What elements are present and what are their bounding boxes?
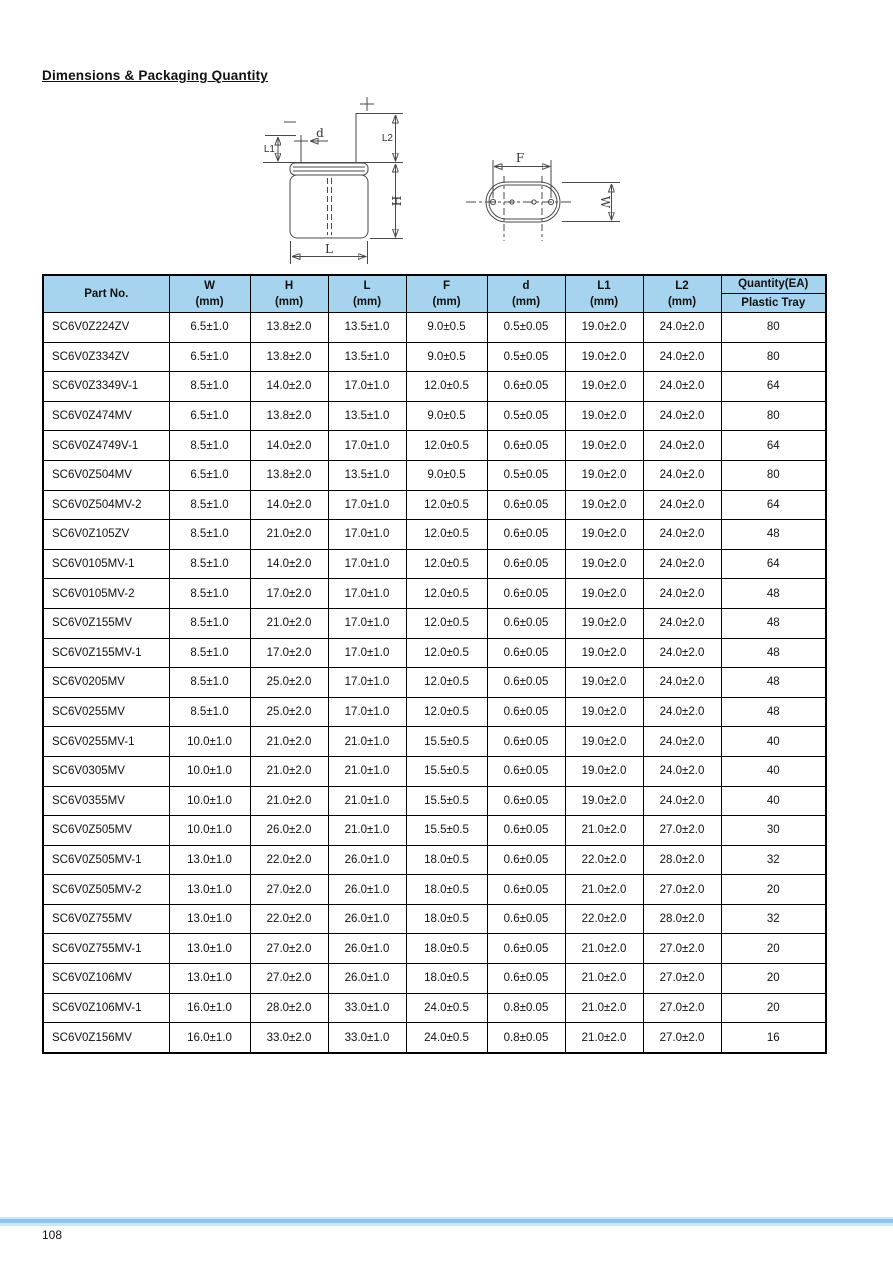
capacitor-top-view-drawing: [466, 151, 620, 241]
value-cell: 21.0±1.0: [328, 786, 406, 816]
value-cell: 27.0±2.0: [643, 1023, 721, 1053]
value-cell: 17.0±1.0: [328, 549, 406, 579]
value-cell: 33.0±1.0: [328, 1023, 406, 1053]
value-cell: 27.0±2.0: [250, 964, 328, 994]
value-cell: 19.0±2.0: [565, 520, 643, 550]
value-cell: 21.0±2.0: [250, 756, 328, 786]
value-cell: 15.5±0.5: [406, 786, 487, 816]
part-no-cell: SC6V0Z505MV-1: [43, 845, 169, 875]
page-title: Dimensions & Packaging Quantity: [42, 68, 268, 83]
value-cell: 8.5±1.0: [169, 608, 250, 638]
table-row: [43, 638, 826, 668]
value-cell: 19.0±2.0: [565, 697, 643, 727]
value-cell: 0.6±0.05: [487, 608, 565, 638]
part-no-cell: SC6V0Z505MV-2: [43, 875, 169, 905]
value-cell: 12.0±0.5: [406, 520, 487, 550]
value-cell: 19.0±2.0: [565, 786, 643, 816]
table-row: [43, 727, 826, 757]
value-cell: 8.5±1.0: [169, 372, 250, 402]
value-cell: 0.6±0.05: [487, 697, 565, 727]
value-cell: 24.0±2.0: [643, 460, 721, 490]
column-header-l2: L2 (mm): [643, 275, 721, 313]
value-cell: 0.6±0.05: [487, 549, 565, 579]
part-no-cell: SC6V0105MV-2: [43, 579, 169, 609]
value-cell: 19.0±2.0: [565, 372, 643, 402]
value-cell: 16: [721, 1023, 826, 1053]
value-cell: 22.0±2.0: [250, 904, 328, 934]
value-cell: 21.0±2.0: [250, 608, 328, 638]
table-row: [43, 1023, 826, 1053]
part-no-cell: SC6V0Z155MV: [43, 608, 169, 638]
value-cell: 10.0±1.0: [169, 727, 250, 757]
table-row: [43, 431, 826, 461]
value-cell: 64: [721, 490, 826, 520]
value-cell: 19.0±2.0: [565, 401, 643, 431]
value-cell: 17.0±1.0: [328, 372, 406, 402]
value-cell: 21.0±2.0: [565, 993, 643, 1023]
value-cell: 64: [721, 431, 826, 461]
value-cell: 21.0±2.0: [250, 786, 328, 816]
value-cell: 24.0±2.0: [643, 549, 721, 579]
table-header: [43, 275, 826, 313]
value-cell: 6.5±1.0: [169, 313, 250, 343]
value-cell: 13.0±1.0: [169, 904, 250, 934]
table-row: [43, 904, 826, 934]
value-cell: 21.0±2.0: [565, 816, 643, 846]
table-row: [43, 313, 826, 343]
value-cell: 24.0±2.0: [643, 313, 721, 343]
value-cell: 16.0±1.0: [169, 1023, 250, 1053]
value-cell: 14.0±2.0: [250, 431, 328, 461]
value-cell: 17.0±1.0: [328, 579, 406, 609]
value-cell: 17.0±1.0: [328, 520, 406, 550]
value-cell: 12.0±0.5: [406, 668, 487, 698]
value-cell: 33.0±1.0: [328, 993, 406, 1023]
part-no-cell: SC6V0Z755MV-1: [43, 934, 169, 964]
table-body: [43, 313, 826, 1053]
dim-label-L2: L2: [381, 133, 393, 144]
value-cell: 12.0±0.5: [406, 372, 487, 402]
part-no-cell: SC6V0Z224ZV: [43, 313, 169, 343]
value-cell: 19.0±2.0: [565, 579, 643, 609]
part-no-cell: SC6V0Z504MV: [43, 460, 169, 490]
value-cell: 20: [721, 875, 826, 905]
part-no-cell: SC6V0Z156MV: [43, 1023, 169, 1053]
value-cell: 64: [721, 372, 826, 402]
value-cell: 20: [721, 934, 826, 964]
value-cell: 6.5±1.0: [169, 401, 250, 431]
value-cell: 0.5±0.05: [487, 401, 565, 431]
part-no-cell: SC6V0Z105ZV: [43, 520, 169, 550]
value-cell: 13.0±1.0: [169, 964, 250, 994]
value-cell: 0.6±0.05: [487, 845, 565, 875]
value-cell: 24.0±2.0: [643, 697, 721, 727]
value-cell: 21.0±2.0: [565, 1023, 643, 1053]
value-cell: 0.6±0.05: [487, 756, 565, 786]
part-no-cell: SC6V0Z155MV-1: [43, 638, 169, 668]
column-header-quantity-ea-: Quantity(EA) Plastic Tray: [721, 275, 826, 313]
table-row: [43, 934, 826, 964]
value-cell: 32: [721, 845, 826, 875]
value-cell: 19.0±2.0: [565, 490, 643, 520]
value-cell: 15.5±0.5: [406, 816, 487, 846]
value-cell: 15.5±0.5: [406, 727, 487, 757]
table-row: [43, 964, 826, 994]
column-header-w: W (mm): [169, 275, 250, 313]
value-cell: 13.5±1.0: [328, 401, 406, 431]
value-cell: 24.0±0.5: [406, 993, 487, 1023]
value-cell: 18.0±0.5: [406, 964, 487, 994]
value-cell: 24.0±2.0: [643, 372, 721, 402]
value-cell: 48: [721, 697, 826, 727]
table-row: [43, 401, 826, 431]
table-row: [43, 845, 826, 875]
value-cell: 19.0±2.0: [565, 431, 643, 461]
value-cell: 17.0±2.0: [250, 638, 328, 668]
value-cell: 24.0±2.0: [643, 342, 721, 372]
value-cell: 22.0±2.0: [250, 845, 328, 875]
value-cell: 0.5±0.05: [487, 313, 565, 343]
value-cell: 22.0±2.0: [565, 845, 643, 875]
value-cell: 14.0±2.0: [250, 372, 328, 402]
value-cell: 13.0±1.0: [169, 934, 250, 964]
value-cell: 24.0±2.0: [643, 727, 721, 757]
value-cell: 26.0±1.0: [328, 934, 406, 964]
value-cell: 0.8±0.05: [487, 993, 565, 1023]
column-header-l1: L1 (mm): [565, 275, 643, 313]
value-cell: 17.0±1.0: [328, 608, 406, 638]
value-cell: 17.0±1.0: [328, 638, 406, 668]
value-cell: 48: [721, 668, 826, 698]
table-row: [43, 697, 826, 727]
table-row: [43, 579, 826, 609]
value-cell: 24.0±0.5: [406, 1023, 487, 1053]
value-cell: 0.6±0.05: [487, 964, 565, 994]
value-cell: 24.0±2.0: [643, 490, 721, 520]
table-row: [43, 490, 826, 520]
value-cell: 14.0±2.0: [250, 549, 328, 579]
part-no-cell: SC6V0Z3349V-1: [43, 372, 169, 402]
column-header-f: F (mm): [406, 275, 487, 313]
value-cell: 12.0±0.5: [406, 579, 487, 609]
value-cell: 0.8±0.05: [487, 1023, 565, 1053]
value-cell: 80: [721, 460, 826, 490]
value-cell: 0.6±0.05: [487, 668, 565, 698]
value-cell: 17.0±1.0: [328, 490, 406, 520]
value-cell: 28.0±2.0: [250, 993, 328, 1023]
table-row: [43, 875, 826, 905]
value-cell: 19.0±2.0: [565, 342, 643, 372]
part-no-cell: SC6V0Z505MV: [43, 816, 169, 846]
value-cell: 9.0±0.5: [406, 313, 487, 343]
value-cell: 21.0±1.0: [328, 727, 406, 757]
value-cell: 24.0±2.0: [643, 608, 721, 638]
value-cell: 6.5±1.0: [169, 460, 250, 490]
table-row: [43, 608, 826, 638]
value-cell: 48: [721, 579, 826, 609]
dim-label-F: F: [515, 151, 525, 165]
value-cell: 12.0±0.5: [406, 431, 487, 461]
value-cell: 80: [721, 313, 826, 343]
value-cell: 0.6±0.05: [487, 904, 565, 934]
value-cell: 18.0±0.5: [406, 845, 487, 875]
value-cell: 8.5±1.0: [169, 638, 250, 668]
value-cell: 24.0±2.0: [643, 579, 721, 609]
part-no-cell: SC6V0105MV-1: [43, 549, 169, 579]
value-cell: 19.0±2.0: [565, 313, 643, 343]
value-cell: 24.0±2.0: [643, 786, 721, 816]
value-cell: 48: [721, 638, 826, 668]
value-cell: 14.0±2.0: [250, 490, 328, 520]
value-cell: 0.5±0.05: [487, 460, 565, 490]
part-no-cell: SC6V0Z4749V-1: [43, 431, 169, 461]
footer-divider-bar: [0, 1217, 893, 1226]
value-cell: 21.0±2.0: [565, 934, 643, 964]
part-no-cell: SC6V0355MV: [43, 786, 169, 816]
table-row: [43, 549, 826, 579]
value-cell: 48: [721, 608, 826, 638]
value-cell: 8.5±1.0: [169, 490, 250, 520]
table-row: [43, 816, 826, 846]
value-cell: 21.0±2.0: [565, 964, 643, 994]
value-cell: 8.5±1.0: [169, 579, 250, 609]
table-row: [43, 342, 826, 372]
value-cell: 12.0±0.5: [406, 697, 487, 727]
table-row: [43, 993, 826, 1023]
table-row: [43, 460, 826, 490]
capacitor-body: [290, 175, 368, 238]
dimensions-packaging-table: [42, 274, 827, 1054]
value-cell: 9.0±0.5: [406, 342, 487, 372]
value-cell: 0.6±0.05: [487, 727, 565, 757]
table-row: [43, 520, 826, 550]
value-cell: 27.0±2.0: [250, 875, 328, 905]
part-no-cell: SC6V0Z755MV: [43, 904, 169, 934]
value-cell: 18.0±0.5: [406, 934, 487, 964]
value-cell: 13.0±1.0: [169, 845, 250, 875]
value-cell: 10.0±1.0: [169, 786, 250, 816]
value-cell: 27.0±2.0: [250, 934, 328, 964]
value-cell: 13.8±2.0: [250, 342, 328, 372]
value-cell: 0.6±0.05: [487, 431, 565, 461]
part-no-cell: SC6V0Z106MV: [43, 964, 169, 994]
value-cell: 13.5±1.0: [328, 342, 406, 372]
value-cell: 80: [721, 401, 826, 431]
value-cell: 26.0±1.0: [328, 845, 406, 875]
value-cell: 0.6±0.05: [487, 579, 565, 609]
value-cell: 28.0±2.0: [643, 845, 721, 875]
capacitor-dimension-diagram: [248, 86, 648, 276]
value-cell: 0.6±0.05: [487, 875, 565, 905]
dim-label-H: H: [389, 195, 403, 207]
value-cell: 33.0±2.0: [250, 1023, 328, 1053]
column-header-part-no-: Part No.: [43, 275, 169, 313]
value-cell: 0.6±0.05: [487, 786, 565, 816]
value-cell: 18.0±0.5: [406, 875, 487, 905]
value-cell: 27.0±2.0: [643, 964, 721, 994]
dim-label-L: L: [325, 242, 333, 256]
value-cell: 10.0±1.0: [169, 756, 250, 786]
value-cell: 12.0±0.5: [406, 490, 487, 520]
value-cell: 21.0±2.0: [565, 875, 643, 905]
value-cell: 19.0±2.0: [565, 668, 643, 698]
value-cell: 13.8±2.0: [250, 401, 328, 431]
value-cell: 20: [721, 993, 826, 1023]
value-cell: 25.0±2.0: [250, 697, 328, 727]
value-cell: 17.0±2.0: [250, 579, 328, 609]
value-cell: 20: [721, 964, 826, 994]
part-no-cell: SC6V0Z106MV-1: [43, 993, 169, 1023]
value-cell: 24.0±2.0: [643, 668, 721, 698]
value-cell: 25.0±2.0: [250, 668, 328, 698]
column-header-l: L (mm): [328, 275, 406, 313]
column-header-h: H (mm): [250, 275, 328, 313]
value-cell: 10.0±1.0: [169, 816, 250, 846]
table-row: [43, 668, 826, 698]
value-cell: 19.0±2.0: [565, 727, 643, 757]
value-cell: 17.0±1.0: [328, 668, 406, 698]
table-row: [43, 756, 826, 786]
plus-polarity-mark: [360, 97, 374, 111]
value-cell: 21.0±2.0: [250, 520, 328, 550]
value-cell: 48: [721, 520, 826, 550]
capacitor-side-view-drawing: [263, 97, 403, 264]
value-cell: 0.5±0.05: [487, 342, 565, 372]
value-cell: 19.0±2.0: [565, 756, 643, 786]
dim-label-d: d: [316, 126, 324, 140]
value-cell: 27.0±2.0: [643, 816, 721, 846]
value-cell: 15.5±0.5: [406, 756, 487, 786]
value-cell: 8.5±1.0: [169, 668, 250, 698]
value-cell: 28.0±2.0: [643, 904, 721, 934]
column-header-d: d (mm): [487, 275, 565, 313]
value-cell: 40: [721, 756, 826, 786]
value-cell: 26.0±2.0: [250, 816, 328, 846]
value-cell: 30: [721, 816, 826, 846]
part-no-cell: SC6V0205MV: [43, 668, 169, 698]
value-cell: 19.0±2.0: [565, 549, 643, 579]
dim-label-W: W: [598, 195, 612, 209]
value-cell: 24.0±2.0: [643, 638, 721, 668]
value-cell: 21.0±2.0: [250, 727, 328, 757]
dim-label-L1: L1: [263, 144, 275, 155]
value-cell: 24.0±2.0: [643, 401, 721, 431]
part-no-cell: SC6V0Z474MV: [43, 401, 169, 431]
value-cell: 8.5±1.0: [169, 520, 250, 550]
value-cell: 24.0±2.0: [643, 756, 721, 786]
table-row: [43, 372, 826, 402]
value-cell: 0.6±0.05: [487, 638, 565, 668]
value-cell: 13.8±2.0: [250, 460, 328, 490]
value-cell: 17.0±1.0: [328, 697, 406, 727]
value-cell: 26.0±1.0: [328, 964, 406, 994]
part-no-cell: SC6V0305MV: [43, 756, 169, 786]
value-cell: 64: [721, 549, 826, 579]
value-cell: 27.0±2.0: [643, 875, 721, 905]
value-cell: 19.0±2.0: [565, 460, 643, 490]
value-cell: 12.0±0.5: [406, 608, 487, 638]
part-no-cell: SC6V0255MV-1: [43, 727, 169, 757]
part-no-cell: SC6V0Z504MV-2: [43, 490, 169, 520]
value-cell: 12.0±0.5: [406, 549, 487, 579]
value-cell: 13.0±1.0: [169, 875, 250, 905]
value-cell: 22.0±2.0: [565, 904, 643, 934]
value-cell: 13.8±2.0: [250, 313, 328, 343]
value-cell: 40: [721, 786, 826, 816]
value-cell: 80: [721, 342, 826, 372]
value-cell: 6.5±1.0: [169, 342, 250, 372]
value-cell: 13.5±1.0: [328, 460, 406, 490]
value-cell: 26.0±1.0: [328, 875, 406, 905]
value-cell: 27.0±2.0: [643, 934, 721, 964]
value-cell: 21.0±1.0: [328, 756, 406, 786]
value-cell: 9.0±0.5: [406, 460, 487, 490]
value-cell: 8.5±1.0: [169, 697, 250, 727]
value-cell: 21.0±1.0: [328, 816, 406, 846]
value-cell: 13.5±1.0: [328, 313, 406, 343]
value-cell: 24.0±2.0: [643, 431, 721, 461]
value-cell: 32: [721, 904, 826, 934]
value-cell: 8.5±1.0: [169, 431, 250, 461]
value-cell: 17.0±1.0: [328, 431, 406, 461]
value-cell: 24.0±2.0: [643, 520, 721, 550]
value-cell: 8.5±1.0: [169, 549, 250, 579]
value-cell: 0.6±0.05: [487, 372, 565, 402]
value-cell: 9.0±0.5: [406, 401, 487, 431]
value-cell: 0.6±0.05: [487, 816, 565, 846]
value-cell: 0.6±0.05: [487, 520, 565, 550]
value-cell: 0.6±0.05: [487, 490, 565, 520]
value-cell: 18.0±0.5: [406, 904, 487, 934]
value-cell: 26.0±1.0: [328, 904, 406, 934]
page-number: 108: [42, 1228, 63, 1242]
value-cell: 27.0±2.0: [643, 993, 721, 1023]
value-cell: 19.0±2.0: [565, 638, 643, 668]
value-cell: 0.6±0.05: [487, 934, 565, 964]
value-cell: 16.0±1.0: [169, 993, 250, 1023]
part-no-cell: SC6V0255MV: [43, 697, 169, 727]
table-row: [43, 786, 826, 816]
value-cell: 19.0±2.0: [565, 608, 643, 638]
part-no-cell: SC6V0Z334ZV: [43, 342, 169, 372]
capacitor-cap: [290, 163, 368, 175]
value-cell: 12.0±0.5: [406, 638, 487, 668]
value-cell: 40: [721, 727, 826, 757]
